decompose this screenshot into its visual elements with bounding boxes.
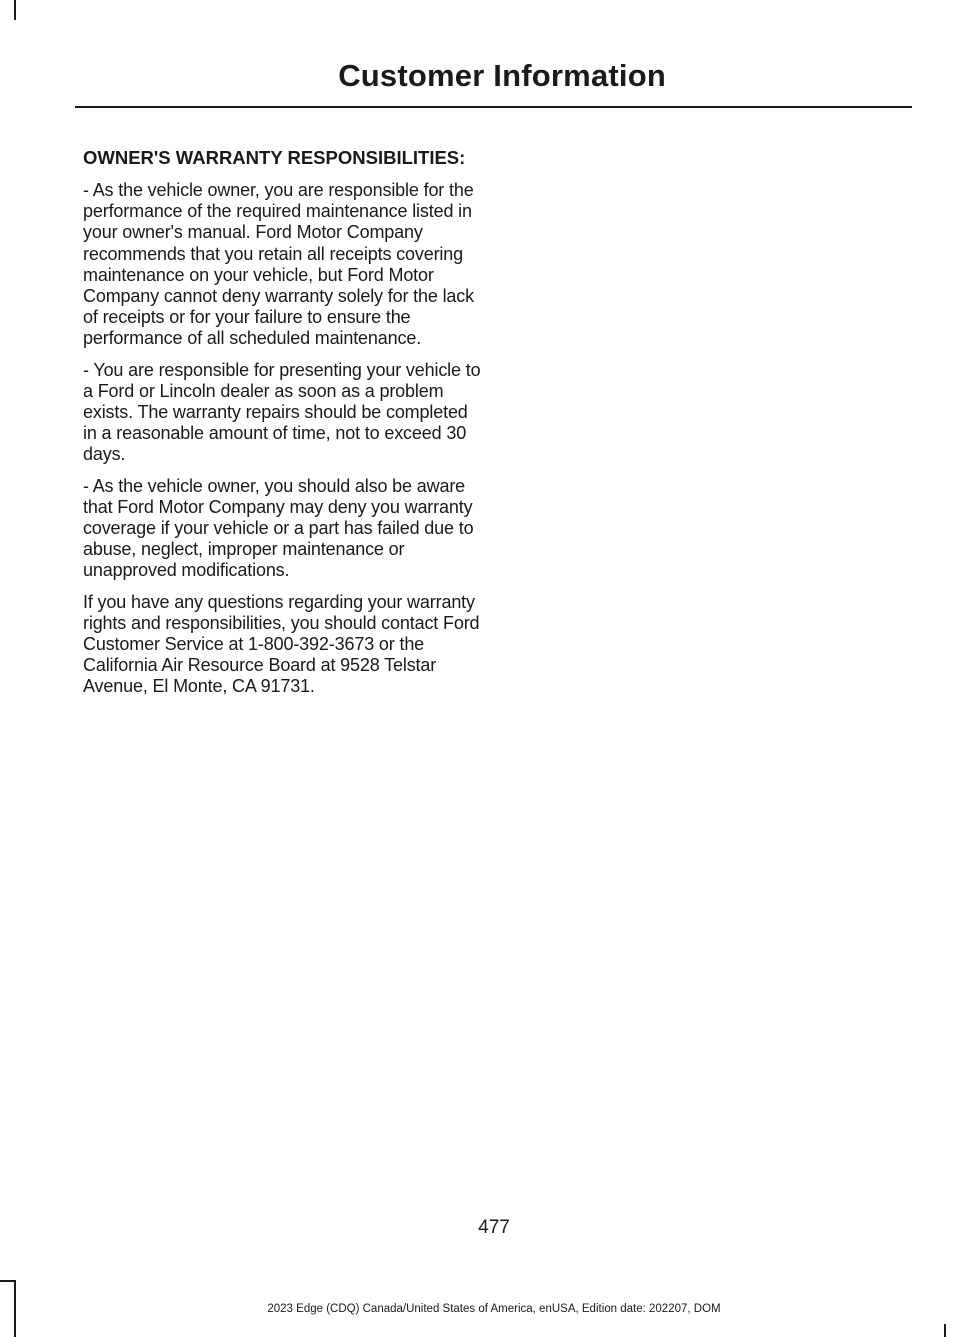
paragraph-maintenance: - As the vehicle owner, you are responsible for the performance of the required maintenance listed in your owner's manual. Ford Motor Company recommends that you retain all receipts covering maintenance on your vehicle, but Ford Motor Company cannot deny warranty solely for the lack of receipts or for your failure to ensure the performance of all scheduled maintenance. [83, 180, 474, 349]
crop-mark-top-left [14, 0, 16, 20]
paragraph-coverage-denial: - As the vehicle owner, you should also be aware that Ford Motor Company may deny you warranty coverage if your vehicle or a part has failed due to abuse, neglect, improper maintenance or unapproved modifications. [83, 475, 474, 581]
header-divider [75, 106, 912, 108]
page-number: 477 [478, 1217, 510, 1238]
crop-mark-bottom-right [944, 1324, 946, 1337]
page-title: Customer Information [338, 58, 666, 93]
paragraph-contact: If you have any questions regarding your warranty rights and responsibilities, you should contact Ford Customer Service at 1-800-392-3673 or the California Air Resource Board at 9528 Telstar Avenue, El Monte, CA 91731. [83, 591, 480, 697]
main-content [83, 147, 483, 708]
paragraph-presenting-vehicle: - You are responsible for presenting your vehicle to a Ford or Lincoln dealer as soon as a problem exists. The warranty repairs should be completed in a reasonable amount of time, not to exceed 30 days. [83, 359, 481, 465]
section-heading: OWNER'S WARRANTY RESPONSIBILITIES: [83, 147, 466, 168]
edition-footer: 2023 Edge (CDQ) Canada/United States of America, enUSA, Edition date: 202207, DOM [267, 1303, 721, 1315]
crop-mark-bottom-left-horizontal [0, 1280, 16, 1282]
